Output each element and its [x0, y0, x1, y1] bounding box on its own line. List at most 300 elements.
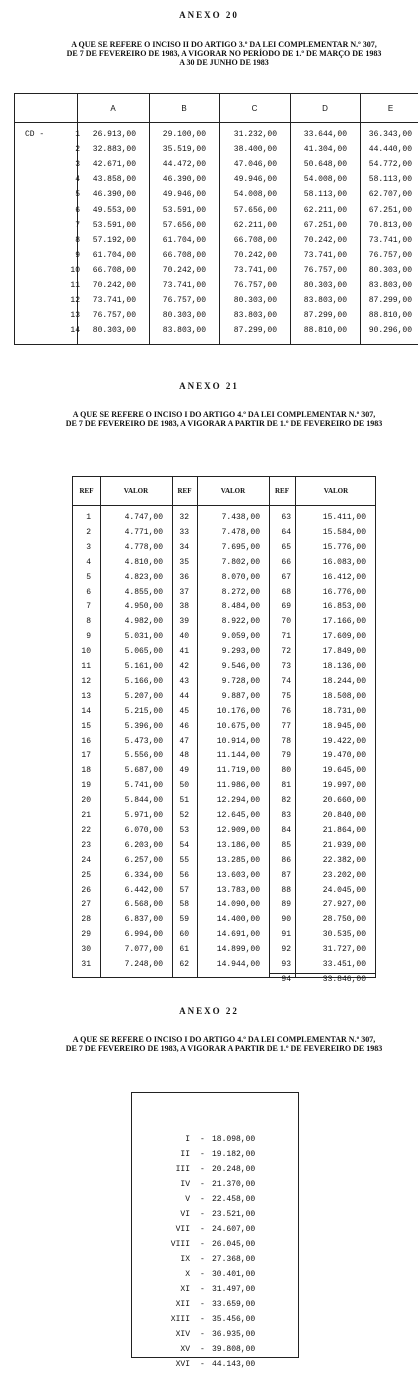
- table-cell: 33.644,00: [303, 130, 347, 139]
- valor-cell: 5.031,00: [124, 632, 163, 642]
- valor-cell: 7.438,00: [221, 513, 260, 522]
- ref-cell: 70: [281, 617, 291, 627]
- ref-cell: 69: [281, 602, 291, 612]
- valor-cell: 6.568,00: [124, 900, 163, 910]
- table-cell: 50.648,00: [303, 160, 347, 170]
- valor-cell: 16.776,00: [322, 587, 366, 597]
- annex-21-table: [72, 476, 376, 984]
- value: 21.370,00: [212, 1180, 256, 1189]
- dash-separator: -: [200, 1210, 205, 1219]
- table-cell: 73.741,00: [92, 296, 136, 306]
- valor-cell: 5.396,00: [124, 721, 163, 731]
- table-cell: 49.553,00: [92, 205, 136, 215]
- valor-cell: 5.741,00: [124, 781, 163, 791]
- table-cell: 62.211,00: [233, 220, 277, 230]
- table-cell: 87.299,00: [233, 326, 277, 336]
- ref-cell: 85: [281, 840, 291, 850]
- valor-cell: 6.203,00: [124, 840, 163, 850]
- valor-cell: 9.059,00: [221, 632, 260, 642]
- value: 26.045,00: [212, 1240, 256, 1249]
- valor-cell: 6.334,00: [124, 870, 163, 880]
- table-cell: 73.741,00: [233, 265, 277, 275]
- table-cell: 70.242,00: [92, 281, 136, 290]
- ref-cell: 51: [179, 796, 189, 806]
- valor-cell: 15.411,00: [322, 513, 366, 522]
- row-number: 10: [70, 265, 80, 275]
- table-cell: 83.803,00: [233, 311, 277, 321]
- ref-cell: 34: [179, 542, 189, 552]
- valor-cell: 14.691,00: [216, 930, 260, 940]
- ref-cell: 25: [81, 870, 91, 880]
- ref-cell: 66: [281, 557, 291, 567]
- table-cell: 57.192,00: [92, 235, 136, 245]
- valor-cell: 7.077,00: [124, 945, 163, 955]
- valor-header-1: VALOR: [123, 487, 149, 495]
- valor-cell: 6.070,00: [124, 825, 163, 835]
- valor-cell: 4.855,00: [124, 587, 163, 597]
- ref-cell: 74: [281, 676, 291, 686]
- ref-cell: 31: [81, 960, 91, 969]
- table-cell: 54.772,00: [368, 160, 412, 170]
- value: 30.401,00: [212, 1270, 256, 1279]
- ref-cell: 23: [81, 840, 91, 850]
- valor-cell: 31.727,00: [322, 945, 366, 955]
- ref-cell: 39: [179, 617, 189, 627]
- table-cell: 70.242,00: [162, 265, 206, 275]
- valor-cell: 6.837,00: [124, 915, 163, 925]
- value: 19.182,00: [212, 1150, 256, 1159]
- valor-cell: 4.982,00: [124, 617, 163, 627]
- ref-cell: 90: [281, 915, 291, 925]
- ref-cell: 53: [179, 825, 189, 835]
- valor-cell: 7.248,00: [124, 960, 163, 969]
- valor-cell: 17.849,00: [322, 647, 366, 657]
- ref-cell: 27: [81, 900, 91, 910]
- valor-cell: 20.840,00: [322, 811, 366, 820]
- valor-cell: 20.660,00: [322, 796, 366, 806]
- valor-cell: 13.285,00: [216, 855, 260, 865]
- table-cell: 90.296,00: [368, 326, 412, 336]
- table-cell: 73.741,00: [303, 250, 347, 260]
- row-number: 8: [75, 235, 80, 245]
- value: 18.098,00: [212, 1135, 256, 1144]
- ref-cell: 84: [281, 825, 291, 835]
- valor-cell: 12.645,00: [216, 811, 260, 820]
- valor-cell: 5.971,00: [124, 811, 163, 820]
- annex-22-title: ANEXO 22: [179, 1006, 239, 1016]
- ref-cell: 18: [81, 766, 91, 776]
- valor-cell: 19.645,00: [322, 766, 366, 776]
- roman-numeral: V: [185, 1195, 190, 1204]
- roman-numeral: X: [185, 1270, 190, 1279]
- annex-21-subtitle-1: A QUE SE REFERE O INCISO I DO ARTIGO 4.º DA LEI COMPLEMENTAR N.º 307,: [72, 410, 376, 419]
- table-cell: 83.803,00: [368, 281, 412, 290]
- valor-cell: 11.986,00: [216, 781, 260, 791]
- roman-numeral: IV: [180, 1180, 190, 1189]
- ref-cell: 38: [179, 602, 189, 612]
- ref-cell: 93: [281, 960, 291, 969]
- ref-cell: 33: [179, 527, 189, 537]
- ref-cell: 10: [81, 647, 91, 657]
- ref-cell: 92: [281, 945, 291, 955]
- valor-cell: 5.556,00: [124, 751, 163, 761]
- valor-cell: 21.939,00: [322, 840, 366, 850]
- ref-cell: 86: [281, 855, 291, 865]
- column-header-c: C: [251, 104, 258, 113]
- ref-cell: 78: [281, 736, 291, 746]
- valor-cell: 5.207,00: [124, 691, 163, 701]
- valor-cell: 10.675,00: [216, 721, 260, 731]
- value: 22.458,00: [212, 1195, 256, 1204]
- table-cell: 67.251,00: [303, 220, 347, 230]
- table-cell: 83.803,00: [162, 326, 206, 336]
- table-cell: 29.100,00: [162, 130, 206, 139]
- ref-cell: 42: [179, 662, 189, 671]
- table-cell: 54.008,00: [303, 175, 347, 185]
- table-cell: 87.299,00: [303, 311, 347, 321]
- ref-cell: 36: [179, 572, 189, 582]
- table-row: [15, 236, 418, 250]
- valor-header-2: VALOR: [220, 487, 246, 495]
- ref-cell: 83: [281, 811, 291, 820]
- valor-cell: 5.844,00: [124, 796, 163, 806]
- row-number: 9: [75, 250, 80, 260]
- dash-separator: -: [200, 1360, 205, 1369]
- list-item: [132, 1150, 298, 1164]
- value: 39.808,00: [212, 1345, 256, 1354]
- table-cell: 26.913,00: [92, 130, 136, 139]
- table-cell: 54.008,00: [233, 190, 277, 200]
- dash-separator: -: [200, 1225, 205, 1234]
- table-cell: 49.946,00: [233, 175, 277, 185]
- table-cell: 53.591,00: [162, 205, 206, 215]
- valor-cell: 18.244,00: [322, 676, 366, 686]
- annex-21-subtitle-2: DE 7 DE FEVEREIRO DE 1983, A VIGORAR A PARTIR DE 1.º DE FEVEREIRO DE 1983: [65, 419, 383, 428]
- dash-separator: -: [200, 1240, 205, 1249]
- ref-cell: 5: [86, 572, 91, 582]
- valor-cell: 4.778,00: [124, 542, 163, 552]
- ref-cell: 30: [81, 945, 91, 955]
- roman-numeral: II: [180, 1150, 190, 1159]
- ref-cell: 64: [281, 527, 291, 537]
- table-cell: 66.708,00: [233, 235, 277, 245]
- table-cell: 80.303,00: [162, 311, 206, 321]
- value: 23.521,00: [212, 1210, 256, 1219]
- valor-cell: 18.945,00: [322, 721, 366, 731]
- valor-cell: 10.914,00: [216, 736, 260, 746]
- ref-cell: 32: [179, 513, 189, 522]
- ref-cell: 63: [281, 513, 291, 522]
- row-number: 1: [75, 130, 80, 139]
- ref-cell: 77: [281, 721, 291, 731]
- table-cell: 31.232,00: [233, 130, 277, 139]
- table-cell: 58.113,00: [368, 175, 412, 185]
- dash-separator: -: [200, 1270, 205, 1279]
- ref-cell: 1: [86, 513, 91, 522]
- list-item: [132, 1210, 298, 1224]
- table-cell: 53.591,00: [92, 220, 136, 230]
- valor-cell: 12.294,00: [216, 796, 260, 806]
- valor-cell: 5.215,00: [124, 706, 163, 716]
- table-row: [15, 145, 418, 159]
- valor-cell: 15.584,00: [322, 527, 366, 537]
- table-cell: 76.757,00: [92, 311, 136, 321]
- list-item: [132, 1300, 298, 1314]
- valor-cell: 14.944,00: [216, 960, 260, 969]
- ref-cell: 72: [281, 647, 291, 657]
- value: 27.368,00: [212, 1255, 256, 1264]
- ref-cell: 73: [281, 662, 291, 671]
- valor-cell: 14.400,00: [216, 915, 260, 925]
- valor-cell: 6.994,00: [124, 930, 163, 940]
- ref-cell: 28: [81, 915, 91, 925]
- valor-header-3: VALOR: [323, 487, 349, 495]
- table-row: [15, 175, 418, 189]
- annex-21-title: ANEXO 21: [179, 381, 239, 391]
- annex-20-title: ANEXO 20: [179, 10, 239, 20]
- ref-cell: 56: [179, 870, 189, 880]
- value: 35.456,00: [212, 1315, 256, 1324]
- valor-cell: 7.695,00: [221, 542, 260, 552]
- ref-header-1: REF: [79, 487, 94, 495]
- ref-cell: 6: [86, 587, 91, 597]
- dash-separator: -: [200, 1195, 205, 1204]
- list-item: [132, 1195, 298, 1209]
- roman-numeral: VIII: [170, 1240, 190, 1249]
- valor-cell: 18.508,00: [322, 691, 366, 701]
- ref-cell: 54: [179, 840, 189, 850]
- ref-cell: 19: [81, 781, 91, 791]
- ref-cell: 40: [179, 632, 189, 642]
- valor-cell: 5.687,00: [124, 766, 163, 776]
- valor-cell: 10.176,00: [216, 706, 260, 716]
- ref-cell: 75: [281, 691, 291, 701]
- ref-cell: 37: [179, 587, 189, 597]
- ref-cell: 20: [81, 796, 91, 806]
- valor-cell: 33.451,00: [322, 960, 366, 969]
- ref-cell: 57: [179, 885, 189, 895]
- annex-22-table: [131, 1092, 299, 1369]
- row-divider: [269, 973, 375, 974]
- row-number: 12: [70, 296, 80, 306]
- dash-separator: -: [200, 1150, 205, 1159]
- annex-20-subtitle-2: DE 7 DE FEVEREIRO DE 1983, A VIGORAR NO PERÍODO DE 1.º DE MARÇO DE 1983: [66, 49, 382, 58]
- ref-cell: 15: [81, 721, 91, 731]
- table-cell: 83.803,00: [303, 296, 347, 306]
- valor-cell: 9.728,00: [221, 676, 260, 686]
- table-row: [15, 251, 418, 265]
- valor-cell: 9.546,00: [221, 662, 260, 671]
- valor-cell: 18.136,00: [322, 662, 366, 671]
- valor-cell: 14.090,00: [216, 900, 260, 910]
- valor-cell: 21.864,00: [322, 825, 366, 835]
- table-cell: 70.242,00: [233, 250, 277, 260]
- table-cell: 35.519,00: [162, 145, 206, 155]
- column-header-d: D: [322, 104, 328, 113]
- valor-cell: 23.202,00: [322, 870, 366, 880]
- dash-separator: -: [200, 1345, 205, 1354]
- table-row: [15, 206, 418, 220]
- valor-cell: 14.899,00: [216, 945, 260, 955]
- value: 31.497,00: [212, 1285, 256, 1294]
- valor-cell: 8.070,00: [221, 572, 260, 582]
- column-header-e: E: [387, 104, 394, 113]
- list-item: [132, 1285, 298, 1299]
- table-cell: 38.400,00: [233, 145, 277, 155]
- ref-cell: 89: [281, 900, 291, 910]
- valor-cell: 5.166,00: [124, 676, 163, 686]
- valor-cell: 33.846,00: [322, 974, 366, 984]
- valor-cell: 7.802,00: [221, 557, 260, 567]
- valor-cell: 16.853,00: [322, 602, 366, 612]
- dash-separator: -: [200, 1315, 205, 1324]
- ref-header-3: REF: [275, 487, 289, 495]
- column-header-b: B: [181, 104, 187, 113]
- valor-cell: 4.950,00: [124, 602, 163, 612]
- roman-numeral: XIII: [170, 1315, 190, 1324]
- valor-cell: 6.257,00: [124, 855, 163, 865]
- ref-cell: 41: [179, 647, 189, 657]
- dash-separator: -: [200, 1300, 205, 1309]
- table-cell: 73.741,00: [162, 281, 206, 290]
- list-item: [132, 1165, 298, 1179]
- valor-cell: 9.887,00: [221, 691, 260, 701]
- ref-cell: 7: [86, 602, 91, 612]
- valor-cell: 13.186,00: [216, 840, 260, 850]
- ref-cell: 76: [281, 706, 291, 716]
- ref-header-2: REF: [177, 487, 192, 495]
- valor-cell: 11.144,00: [216, 751, 260, 761]
- ref-cell: 88: [281, 885, 291, 895]
- table-row: [15, 130, 418, 144]
- table-cell: 42.671,00: [92, 160, 136, 170]
- table-cell: 76.757,00: [162, 296, 206, 306]
- ref-cell: 13: [81, 691, 91, 701]
- table-row: [15, 311, 418, 325]
- valor-cell: 27.927,00: [322, 900, 366, 910]
- ref-cell: 67: [281, 572, 291, 582]
- valor-cell: 17.609,00: [322, 632, 366, 642]
- ref-cell: 55: [179, 855, 189, 865]
- valor-cell: 5.473,00: [124, 736, 163, 746]
- valor-cell: 30.535,00: [322, 930, 366, 940]
- roman-numeral: VII: [175, 1225, 190, 1234]
- dash-separator: -: [200, 1330, 205, 1339]
- dash-separator: -: [200, 1135, 205, 1144]
- roman-numeral: XV: [180, 1345, 190, 1354]
- ref-cell: 9: [86, 632, 91, 642]
- table-cell: 76.757,00: [303, 265, 347, 275]
- value: 33.659,00: [212, 1300, 256, 1309]
- ref-cell: 26: [81, 885, 91, 895]
- ref-cell: 59: [179, 915, 189, 925]
- ref-cell: 58: [179, 900, 189, 910]
- valor-cell: 16.412,00: [322, 572, 366, 582]
- ref-cell: 8: [86, 617, 91, 627]
- ref-cell: 62: [179, 960, 189, 969]
- value: 44.143,00: [212, 1360, 256, 1369]
- ref-cell: 82: [281, 796, 291, 806]
- table-cell: 88.810,00: [368, 311, 412, 321]
- table-cell: 66.708,00: [92, 265, 136, 275]
- roman-numeral: I: [185, 1135, 190, 1144]
- row-number: 6: [75, 205, 80, 215]
- table-cell: 47.046,00: [233, 160, 277, 170]
- ref-cell: 87: [281, 870, 291, 880]
- value: 24.607,00: [212, 1225, 256, 1234]
- table-cell: 44.440,00: [368, 145, 412, 155]
- table-cell: 57.656,00: [233, 205, 277, 215]
- valor-cell: 18.731,00: [322, 706, 366, 716]
- table-cell: 80.303,00: [233, 296, 277, 306]
- list-item: [132, 1330, 298, 1344]
- ref-cell: 61: [179, 945, 189, 955]
- table-cell: 80.303,00: [303, 281, 347, 290]
- ref-cell: 16: [81, 736, 91, 746]
- valor-cell: 4.771,00: [124, 527, 163, 537]
- ref-cell: 60: [179, 930, 189, 940]
- ref-cell: 91: [281, 930, 291, 940]
- table-row: [15, 221, 418, 235]
- value: 36.935,00: [212, 1330, 256, 1339]
- ref-cell: 17: [81, 751, 91, 761]
- roman-numeral: XII: [175, 1300, 190, 1309]
- ref-cell: 65: [281, 542, 291, 552]
- table-cell: 49.946,00: [162, 190, 206, 200]
- annex-22-subtitle-2: DE 7 DE FEVEREIRO DE 1983, A VIGORAR A PARTIR DE 1.º DE FEVEREIRO DE 1983: [65, 1044, 383, 1053]
- ref-cell: 21: [81, 811, 91, 820]
- row-number: 5: [75, 190, 80, 200]
- table-cell: 32.883,00: [92, 145, 136, 155]
- list-item: [132, 1135, 298, 1149]
- ref-cell: 81: [281, 781, 291, 791]
- valor-cell: 28.750,00: [322, 915, 366, 925]
- ref-cell: 4: [86, 557, 91, 567]
- valor-cell: 19.470,00: [322, 751, 366, 761]
- dash-separator: -: [200, 1285, 205, 1294]
- table-cell: 80.303,00: [368, 265, 412, 275]
- ref-cell: 11: [81, 662, 91, 671]
- ref-cell: 48: [179, 751, 189, 761]
- ref-cell: 47: [179, 736, 189, 746]
- dash-separator: -: [200, 1180, 205, 1189]
- ref-cell: 79: [281, 751, 291, 761]
- table-cell: 41.304,00: [303, 145, 347, 155]
- table-cell: 62.707,00: [368, 190, 412, 200]
- row-number: 4: [75, 175, 80, 185]
- dash-separator: -: [200, 1165, 205, 1174]
- annex-20-table: [14, 93, 418, 345]
- table-cell: 44.472,00: [162, 160, 206, 170]
- valor-cell: 5.065,00: [124, 647, 163, 657]
- valor-cell: 4.747,00: [124, 513, 163, 522]
- table-cell: 88.810,00: [303, 326, 347, 336]
- valor-cell: 16.083,00: [322, 557, 366, 567]
- table-cell: 43.858,00: [92, 175, 136, 185]
- table-row: [15, 160, 418, 174]
- ref-cell: 80: [281, 766, 291, 776]
- row-number: 2: [75, 145, 80, 155]
- valor-cell: 7.478,00: [221, 527, 260, 537]
- table-cell: 58.113,00: [303, 190, 347, 200]
- ref-cell: 2: [86, 527, 91, 537]
- table-row: [15, 190, 418, 204]
- valor-cell: 8.922,00: [221, 617, 260, 627]
- ref-cell: 52: [179, 811, 189, 820]
- table-cell: 70.813,00: [368, 220, 412, 230]
- row-number: 14: [70, 326, 80, 336]
- row-number: 7: [75, 220, 80, 230]
